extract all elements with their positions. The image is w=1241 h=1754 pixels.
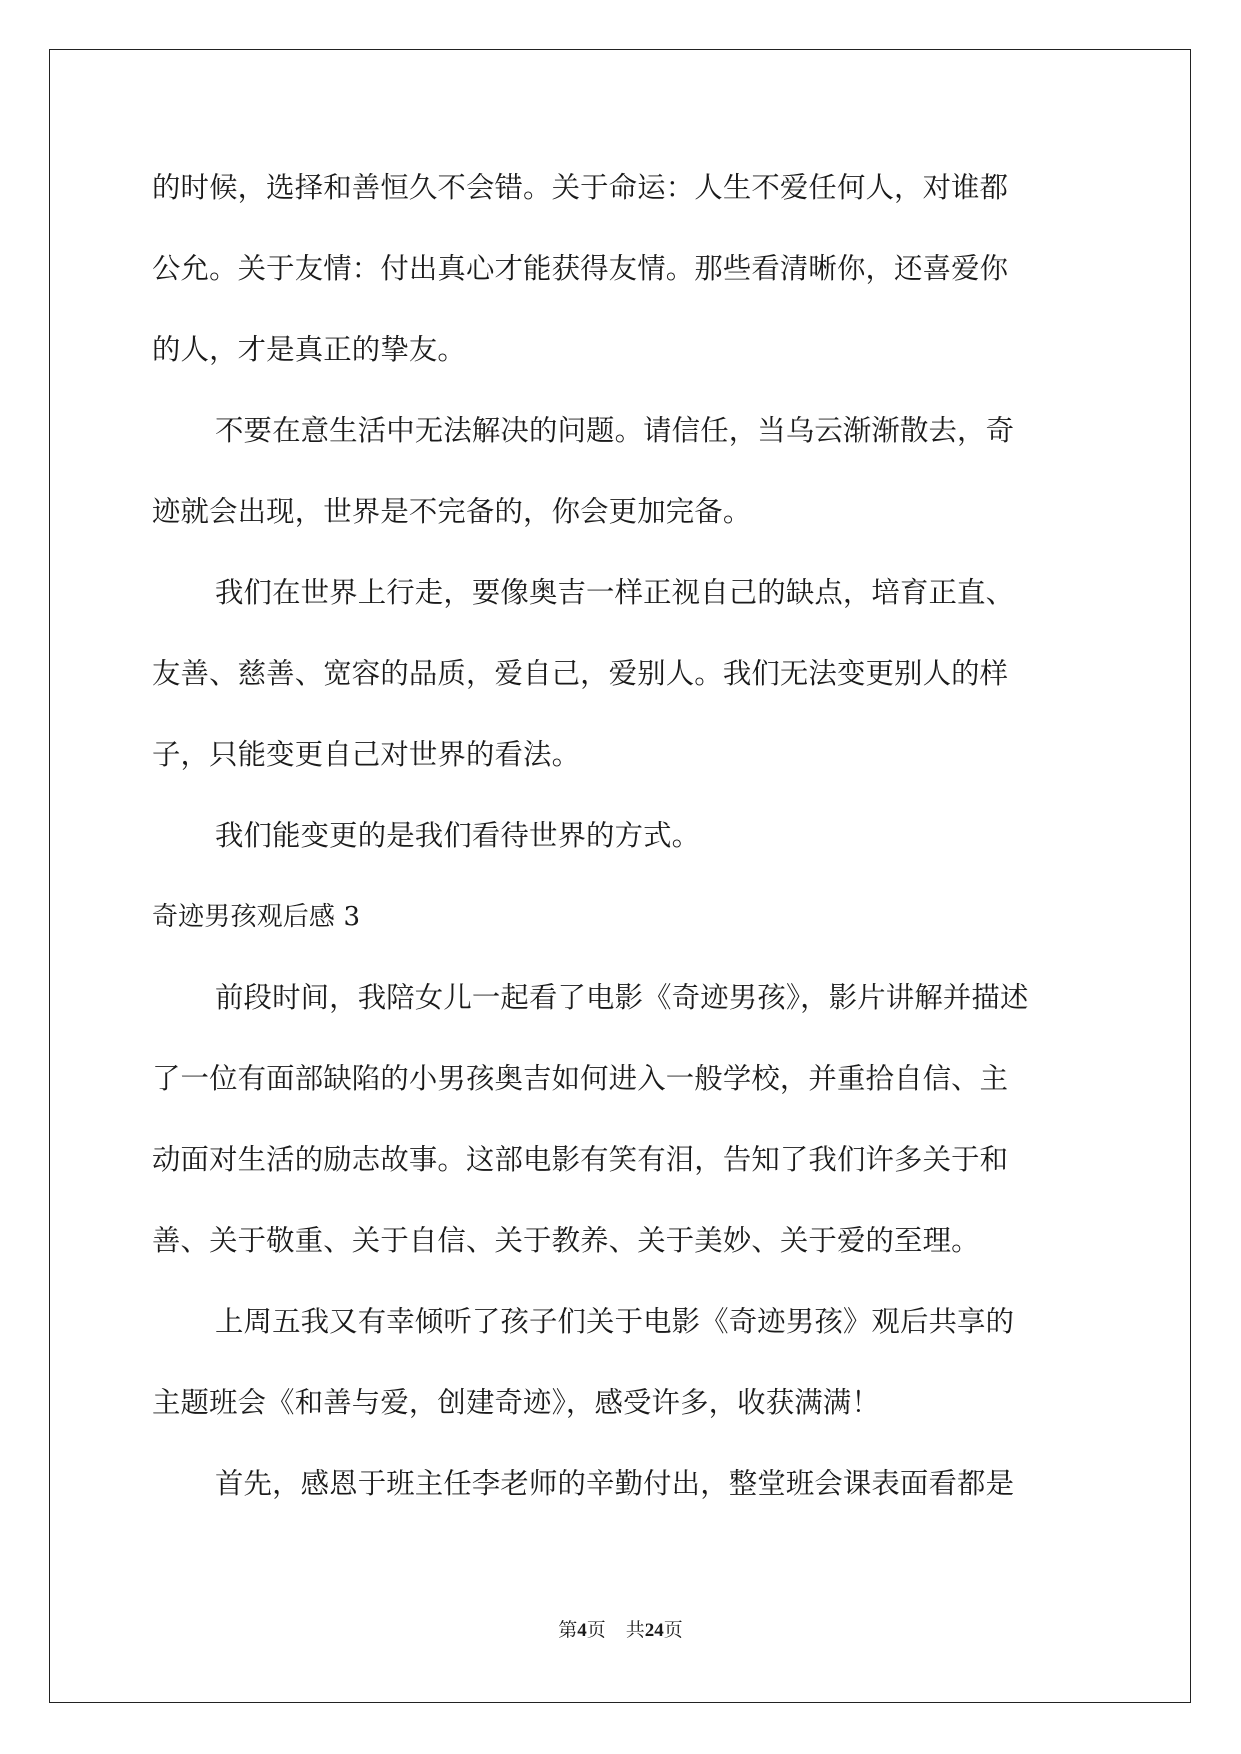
page-number: 4	[577, 1620, 587, 1641]
paragraph-line: 迹就会出现，世界是不完备的，你会更加完备。	[152, 495, 752, 528]
paragraph-line: 友善、慈善、宽容的品质，爱自己，爱别人。我们无法变更别人的样	[152, 657, 1009, 690]
paragraph-line: 的人，才是真正的挚友。	[152, 333, 466, 366]
page-label-suffix: 页	[586, 1619, 606, 1641]
paragraph-line: 子，只能变更自己对世界的看法。	[152, 738, 581, 771]
paragraph-line: 善、关于敬重、关于自信、关于教养、关于美妙、关于爱的至理。	[152, 1224, 980, 1257]
paragraph-line: 的时候，选择和善恒久不会错。关于命运：人生不爱任何人，对谁都	[152, 171, 1009, 204]
section-heading: 奇迹男孩观后感 3	[152, 902, 361, 932]
paragraph-line: 公允。关于友情：付出真心才能获得友情。那些看清晰你，还喜爱你	[152, 252, 1009, 285]
total-label-prefix: 共	[625, 1619, 645, 1641]
paragraph-line: 动面对生活的励志故事。这部电影有笑有泪，告知了我们许多关于和	[152, 1143, 1009, 1176]
page-footer	[0, 1617, 1241, 1644]
paragraph-line: 了一位有面部缺陷的小男孩奥吉如何进入一般学校，并重拾自信、主	[152, 1062, 1009, 1095]
paragraph-line: 主题班会《和善与爱，创建奇迹》，感受许多，收获满满！	[152, 1386, 880, 1419]
total-label-suffix: 页	[663, 1619, 683, 1641]
paragraph-line: 前段时间，我陪女儿一起看了电影《奇迹男孩》，影片讲解并描述	[215, 981, 1029, 1014]
paragraph-line: 上周五我又有幸倾听了孩子们关于电影《奇迹男孩》观后共享的	[215, 1305, 1015, 1338]
paragraph-line: 我们能变更的是我们看待世界的方式。	[215, 819, 701, 852]
paragraph-line: 首先，感恩于班主任李老师的辛勤付出，整堂班会课表面看都是	[215, 1467, 1015, 1500]
paragraph-line: 不要在意生活中无法解决的问题。请信任，当乌云渐渐散去，奇	[215, 414, 1015, 447]
page-label-prefix: 第	[558, 1619, 578, 1641]
document-body	[152, 160, 1092, 1537]
total-pages: 24	[644, 1620, 664, 1641]
paragraph-line: 我们在世界上行走，要像奥吉一样正视自己的缺点，培育正直、	[215, 576, 1015, 609]
